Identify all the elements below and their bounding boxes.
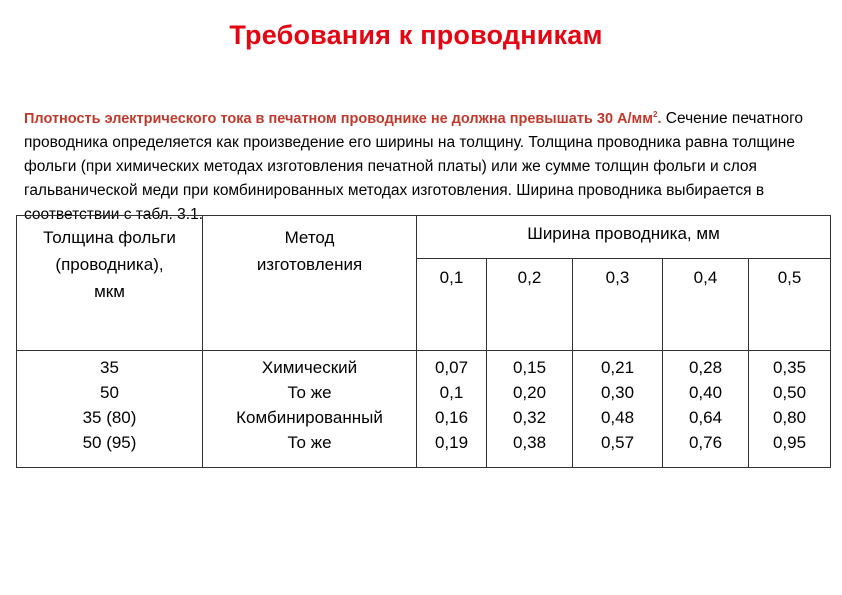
table-row [17, 351, 831, 468]
header-width-0-5: 0,5 [749, 259, 831, 351]
header-conductor-width: Ширина проводника, мм [417, 216, 831, 259]
width-0-5-values-cell: 0,35 0,50 0,80 0,95 [749, 351, 831, 468]
width-0-4-values-cell: 0,28 0,40 0,64 0,76 [663, 351, 749, 468]
header-foil-thickness: Толщина фольги (проводника), мкм [17, 216, 203, 351]
width-0-1-values-cell: 0,07 0,1 0,16 0,19 [417, 351, 487, 468]
intro-paragraph [24, 103, 824, 227]
width-0-3-values-cell: 0,21 0,30 0,48 0,57 [573, 351, 663, 468]
intro-lead: Плотность электрического тока в печатном проводнике не должна превышать 30 $А/мм^2$. [24, 110, 662, 127]
page-title: Требования к проводникам [229, 20, 603, 50]
foil-values-cell: 35 50 35 (80) 50 (95) [17, 351, 203, 468]
header-width-0-4: 0,4 [663, 259, 749, 351]
width-0-2-values-cell: 0,15 0,20 0,32 0,38 [487, 351, 573, 468]
intro-body: Сечение печатного проводника определяется как произведение его ширины на толщину. Толщина проводника равна толщине фольги (при химических методах изготовления печатной платы) или же сумме толщин фольги и слоя гальванической меди при комбинированных методах изготовления. Ширина проводника выбирается в соответствии с табл. 3.1. [24, 109, 804, 223]
header-width-0-1: 0,1 [417, 259, 487, 351]
method-values-cell: Химический То же Комбинированный То же [203, 351, 417, 468]
header-width-0-3: 0,3 [573, 259, 663, 351]
conductor-width-table [16, 215, 831, 468]
header-width-0-2: 0,2 [487, 259, 573, 351]
header-method: Метод изготовления [203, 216, 417, 351]
